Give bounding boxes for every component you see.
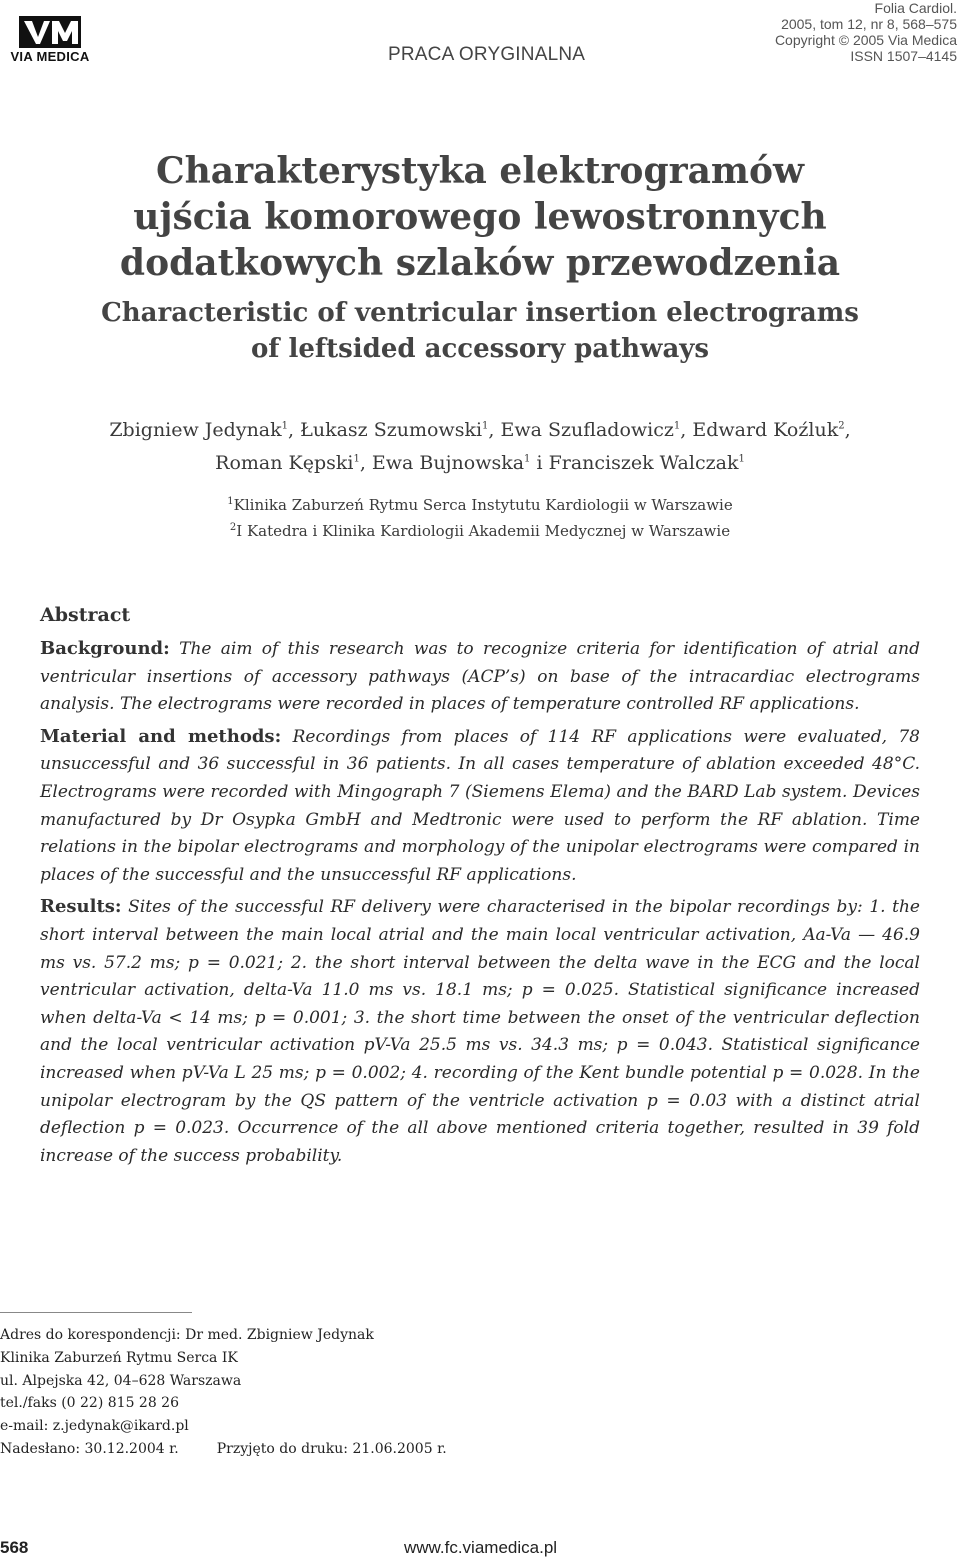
abstract-background	[40, 635, 920, 719]
correspondence-line: tel./faks (0 22) 815 28 26	[0, 1395, 179, 1412]
author-name: Edward Koźluk	[692, 419, 839, 441]
title-line: dodatkowych szlaków przewodzenia	[119, 242, 841, 284]
accepted-date: Przyjęto do druku: 21.06.2005 r.	[216, 1440, 447, 1457]
affiliation-text: I Katedra i Klinika Kardiologii Akademii Medycznej w Warszawie	[236, 522, 731, 540]
section-text: Recordings from places of 114 RF applications were evaluated, 78 unsuccessful and 36 successful in 36 patients. In all cases temperature of ablation exceeded 48°C. Electrograms were recorded with Mingograph 7 (Siemens Elema) and the BARD Lab system. Devices manufactured by Dr Osypka GmbH and Medtronic were used to perform the RF ablation. Time relations in the bipolar electrograms and morphology of the unipolar electrograms were compared in places of the successful and the unsuccessful RF applications.	[40, 726, 920, 885]
affiliation-number: 1	[227, 496, 234, 507]
author-separator: i	[530, 452, 549, 474]
author-line	[40, 447, 920, 480]
publisher-logo	[0, 16, 100, 64]
affiliations	[40, 492, 920, 544]
section-lead: Background:	[40, 638, 170, 659]
affiliation	[40, 518, 920, 544]
title-line: ujścia komorowego lewostronnych	[133, 196, 827, 238]
author-name: Zbigniew Jedynak	[109, 419, 282, 441]
section-text: The aim of this research was to recognize criteria for identification of atrial and ventricular insertions of accessory pathways (ACP’s) on base of the intracardiac electrograms analysis. The electrograms were recorded in places of temperature controlled RF applications.	[40, 639, 920, 715]
author-list	[40, 414, 920, 480]
correspondence-line: Adres do korespondencji: Dr med. Zbigniew Jedynak	[0, 1327, 374, 1343]
affiliation-mark: 1	[738, 453, 745, 465]
affiliation-text: Klinika Zaburzeń Rytmu Serca Instytutu Kardiologii w Warszawie	[233, 496, 733, 514]
affiliation-number: 2	[229, 522, 237, 533]
journal-line: Copyright © 2005 Via Medica	[774, 32, 957, 48]
affiliation-mark: 2	[838, 420, 845, 432]
author-separator: ,	[680, 419, 693, 441]
author-separator: ,	[359, 452, 372, 474]
journal-line: 2005, tom 12, nr 8, 568–575	[781, 16, 957, 32]
page-number: 568	[0, 1538, 29, 1557]
footnote-rule	[0, 1312, 192, 1313]
title-line: Charakterystyka elektrogramów	[155, 150, 805, 192]
affiliation-mark: 1	[482, 420, 489, 432]
affiliation-mark: 1	[524, 453, 531, 465]
abstract-results	[40, 893, 920, 1170]
section-text: Sites of the successful RF delivery were characterised in the bipolar recordings by: 1. the short interval between the main local atrial and the main local ventricular activation, Aa-Va — 46.9 ms vs. 57.2 ms; p = 0.021; 2. the short interval between the delta wave in the ECG and the local ventricular activation, delta-Va 11.0 ms vs. 18.1 ms; p = 0.025. Statistical significance increased when delta-Va < 14 ms; p = 0.001; 3. the short time between the onset of the ventricular deflection and the local ventricular activation pV-Va 25.5 ms vs. 34.3 ms; p = 0.043. Statistical significance increased when pV-Va L 25 ms; p = 0.002; 4. recording of the Kent bundle potential p = 0.028. In the unipolar electrogram by the QS pattern of the ventricle activation p = 0.03 with a distinct atrial deflection p = 0.023. Occurrence of the all above mentioned criteria together, resulted in 39 fold increase of the success probability.	[40, 897, 920, 1166]
journal-info	[775, 0, 957, 64]
author-separator: ,	[488, 419, 501, 441]
author-name: Ewa Bujnowska	[371, 452, 525, 474]
abstract	[40, 604, 920, 1174]
author-line	[40, 414, 920, 447]
section-label: PRACA ORYGINALNA	[388, 44, 586, 65]
affiliation-mark: 1	[281, 420, 289, 432]
author-name: Łukasz Szumowski	[300, 419, 483, 441]
logo-text: VIA MEDICA	[10, 49, 90, 64]
vm-logo-icon	[0, 16, 100, 48]
abstract-methods	[40, 723, 920, 890]
article-title-pl	[60, 148, 900, 286]
affiliation	[40, 492, 920, 518]
correspondence-line: Klinika Zaburzeń Rytmu Serca IK	[0, 1349, 238, 1366]
author-separator: ,	[844, 419, 851, 441]
correspondence-dates	[0, 1438, 447, 1461]
journal-line: ISSN 1507–4145	[850, 48, 957, 64]
title-line: Characteristic of ventricular insertion electrograms	[101, 298, 859, 328]
section-lead: Material and methods:	[40, 725, 282, 747]
affiliation-mark: 1	[353, 453, 360, 465]
journal-line: Folia Cardiol.	[874, 0, 957, 16]
received-date: Nadesłano: 30.12.2004 r.	[0, 1440, 179, 1457]
correspondence-line: ul. Alpejska 42, 04–628 Warszawa	[0, 1372, 242, 1389]
author-separator: ,	[288, 419, 301, 441]
author-name: Roman Kępski	[215, 452, 354, 474]
correspondence-email: e-mail: z.jedynak@ikard.pl	[0, 1418, 189, 1435]
correspondence	[0, 1324, 447, 1461]
author-name: Ewa Szufladowicz	[500, 419, 674, 441]
title-line: of leftsided accessory pathways	[250, 334, 710, 364]
author-name: Franciszek Walczak	[548, 452, 739, 474]
abstract-heading: Abstract	[40, 604, 131, 626]
journal-website: www.fc.viamedica.pl	[404, 1538, 558, 1557]
section-lead: Results:	[40, 896, 122, 918]
affiliation-mark: 1	[673, 420, 681, 432]
article-title-en	[60, 295, 900, 367]
